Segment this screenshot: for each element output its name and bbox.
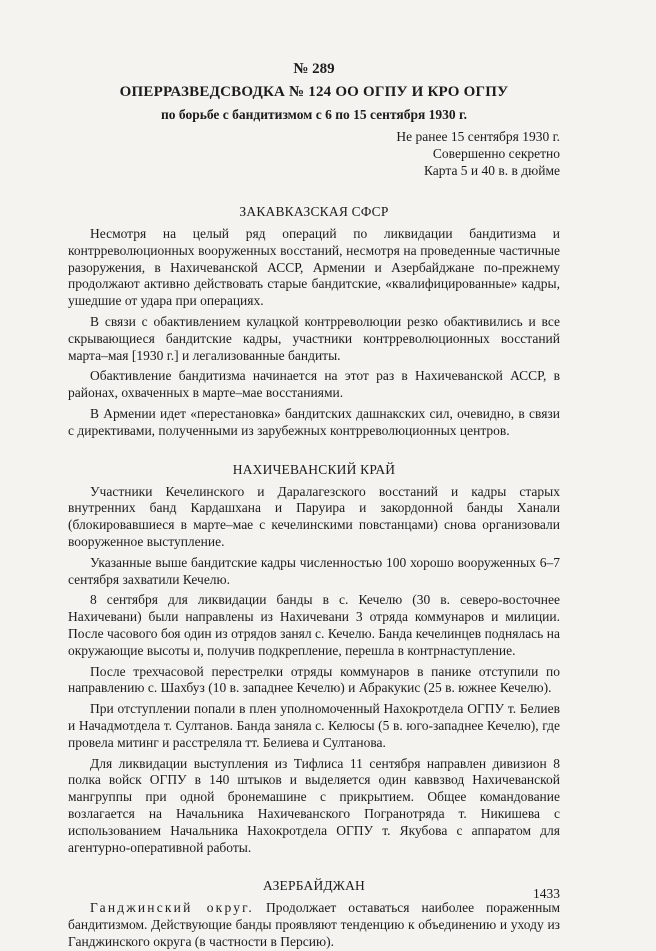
paragraph: Указанные выше бандитские кадры численностью 100 хорошо вооруженных 6–7 сентября захватили Кечелю.	[68, 554, 560, 587]
document-subtitle: по борьбе с бандитизмом с 6 по 15 сентября 1930 г.	[160, 107, 468, 122]
section-heading-transcaucasia: ЗАКАВКАЗСКАЯ СФСР	[239, 204, 389, 219]
paragraph: В Армении идет «перестановка» бандитских дашнакских сил, очевидно, в связи с директивами, полученными из зарубежных контрреволюционных центров.	[68, 405, 560, 438]
document-map-note: Карта 5 и 40 в. в дюйме	[423, 163, 560, 178]
district-name: Ганджинский округ.	[90, 900, 254, 916]
document-classification: Совершенно секретно	[432, 146, 560, 161]
paragraph: Обактивление бандитизма начинается на этот раз в Нахичеванской АССР, в районах, охваченных в марте–мае восстаниями.	[68, 368, 560, 401]
document-number: № 289	[293, 61, 335, 77]
page-number: 1433	[533, 886, 560, 901]
paragraph: После трехчасовой перестрелки отряды коммунаров в панике отступили по направлению с. Шахбуз (10 в. западнее Кечелю) и Абракукис (25 в. южнее Кечелю).	[68, 663, 560, 696]
paragraph: В связи с обактивлением кулацкой контрреволюции резко обактивились и все скрывающиеся бандитские кадры, участники контрреволюционных восстаний марта–мая [1930 г.] и легализованные бандиты.	[68, 313, 560, 363]
document-meta	[68, 128, 560, 179]
paragraph: При отступлении попали в плен уполномоченный Нахокротдела ОГПУ т. Белиев и Начадмотдела т. Султанов. Банда заняла с. Келюсы (5 в. юго-западнее Кечелю), где провела митинг и расстреляла тт. Белиева и Султанова.	[68, 701, 560, 750]
section-heading-nakhichevan: НАХИЧЕВАНСКИЙ КРАЙ	[232, 461, 396, 477]
section-heading-azerbaijan: АЗЕРБАЙДЖАН	[262, 878, 365, 894]
paragraph	[68, 900, 560, 950]
document-date: Не ранее 15 сентября 1930 г.	[396, 129, 560, 144]
paragraph: Несмотря на целый ряд операций по ликвидации бандитизма и контрреволюционных вооруженных восстаний, несмотря на проведенные частичные разоружения, в Нахичеванской АССР, Армении и Азербайджане по-прежнему продолжают активно действовать старые бандитские, «квалифицированные» кадры, ушедшие от удара при операциях.	[68, 226, 560, 309]
paragraph: 8 сентября для ликвидации банды в с. Кечелю (30 в. северо-восточнее Нахичевани) были направлены из Нахичевани 3 отряда коммунаров и милиции. После часового боя один из отрядов занял с. Кечелю. Банда кечелинцев поднялась на окружающие высоты и, получив подкрепление, перешла в контрнаступление.	[68, 592, 560, 658]
paragraph: Для ликвидации выступления из Тифлиса 11 сентября направлен дивизион 8 полка войск ОГПУ в 140 штыков и выделяется один каввзвод Нахичеванской мангруппы при одной бронемашине с прикрытием. Общее командование возлагается на Начальника Нахичеванского Погранотряда т. Никишева с использованием Начальника Нахокротдела ОГПУ т. Якубова с аппаратом для агентурно-оперативной работы.	[68, 755, 560, 855]
paragraph: Участники Кечелинского и Даралагезского восстаний и кадры старых внутренних банд Кардашхана и Паруира и закордонной банды Ханали (блокировавшиеся в марте–мае с кечелинскими повстанцами) снова организовали вооруженное выступление.	[68, 483, 560, 549]
paragraph-text: Продолжает оставаться наиболее пораженным бандитизмом. Действующие банды проявляют тенденцию к объединению и уходу из Ганджинского округа (в частности в Персию).	[68, 900, 560, 949]
document-title: ОПЕРРАЗВЕДСВОДКА № 124 ОО ОГПУ И КРО ОГПУ	[119, 84, 509, 100]
